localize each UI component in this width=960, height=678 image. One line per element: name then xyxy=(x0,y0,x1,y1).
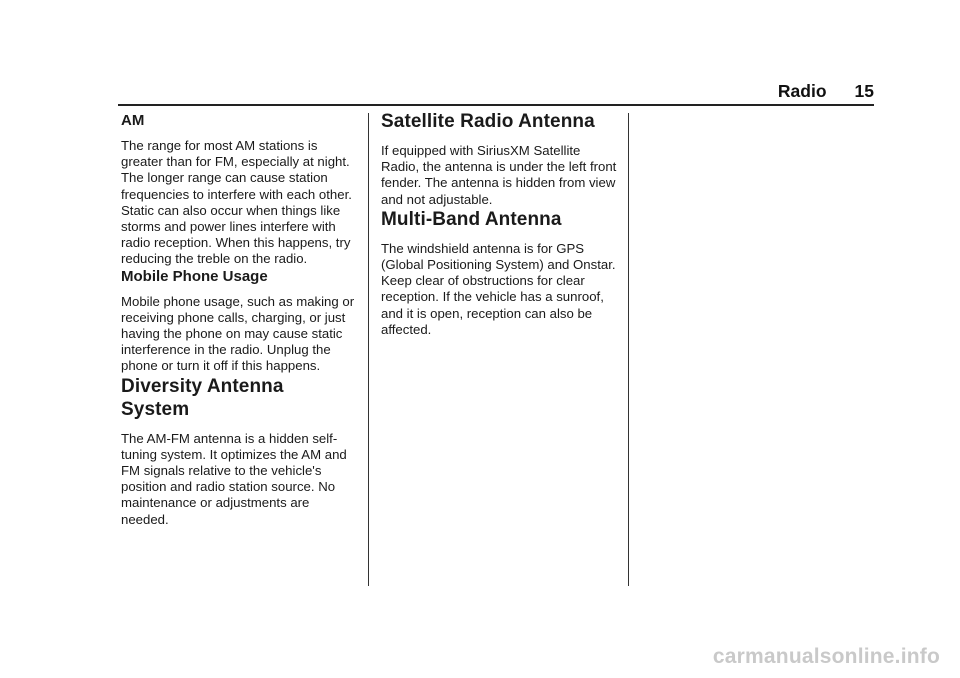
column-divider-2 xyxy=(628,113,629,586)
column-left xyxy=(121,104,357,528)
am-heading: AM xyxy=(121,112,145,129)
column-middle xyxy=(381,104,621,338)
mobile-phone-paragraph: Mobile phone usage, such as making or receiving phone calls, charging, or just having the phone on may cause static interference in the radio. Unplug the phone or turn it off if this happens. xyxy=(121,293,355,374)
section-title: Radio xyxy=(777,81,827,101)
multi-band-antenna-heading: Multi-Band Antenna xyxy=(381,208,562,230)
satellite-antenna-paragraph: If equipped with SiriusXM Satellite Radio, the antenna is under the left front fender. The antenna is hidden from view and not adjustable. xyxy=(381,143,617,207)
page-number: 15 xyxy=(854,81,874,101)
column-divider-1 xyxy=(368,113,369,586)
diversity-antenna-paragraph: The AM-FM antenna is a hidden self-tuning system. It optimizes the AM and FM signals relative to the vehicle's position and radio station source. No maintenance or adjustments are needed. xyxy=(121,430,347,527)
satellite-antenna-heading: Satellite Radio Antenna xyxy=(381,111,595,132)
diversity-antenna-heading: Diversity Antenna System xyxy=(121,375,284,420)
multi-band-antenna-paragraph: The windshield antenna is for GPS (Global Positioning System) and Onstar. Keep clear of obstructions for clear reception. If the vehicle has a sunroof, and it is open, reception can also be affected. xyxy=(381,240,616,337)
watermark: carmanualsonline.info xyxy=(712,645,940,668)
page-header xyxy=(778,81,874,102)
mobile-phone-heading: Mobile Phone Usage xyxy=(121,267,268,285)
am-paragraph: The range for most AM stations is greater than for FM, especially at night. The longer range can cause station frequencies to interfere with each other. Static can also occur when things like storms and power lines interfere with radio reception. When this happens, try reducing the treble on the radio. xyxy=(121,138,352,267)
